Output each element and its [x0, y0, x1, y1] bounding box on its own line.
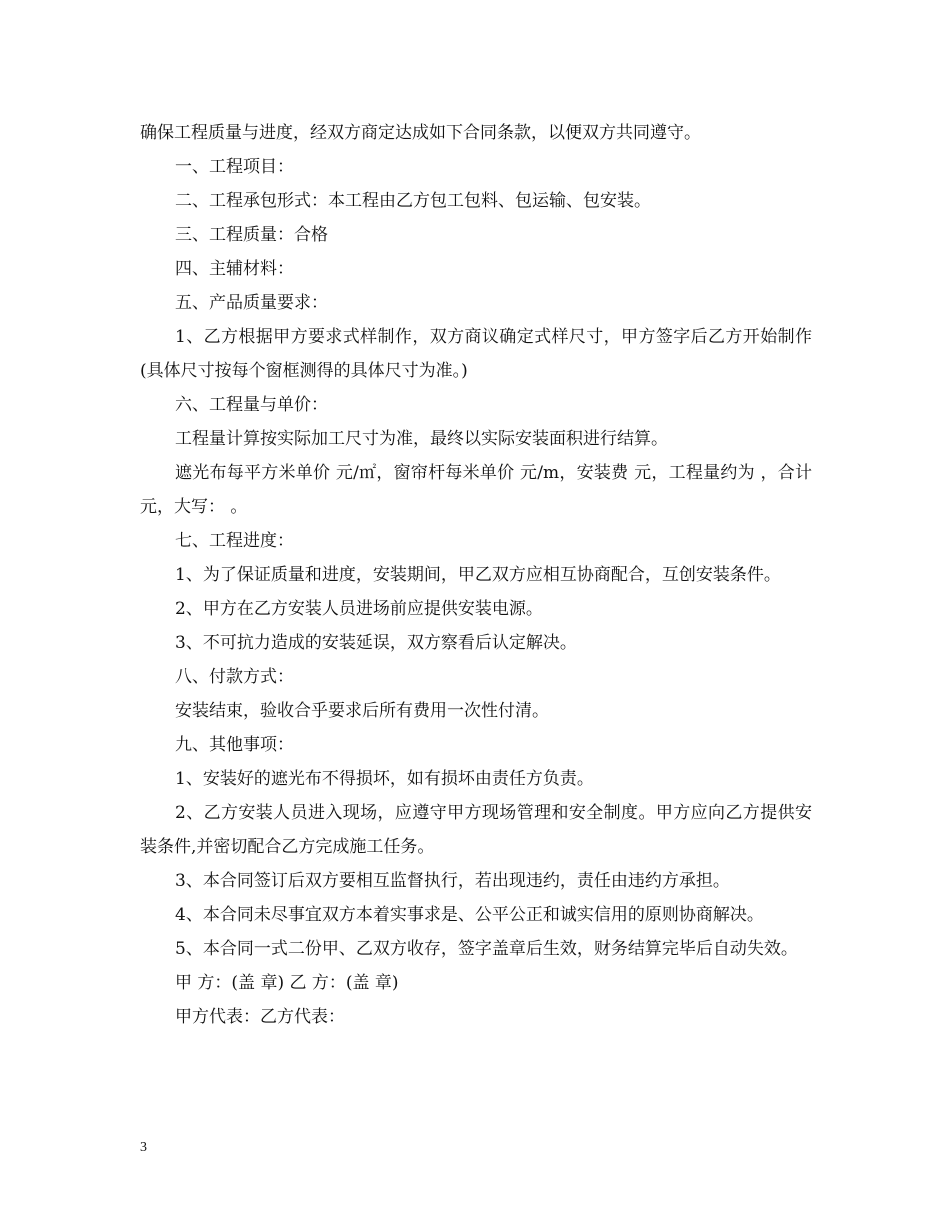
paragraph: 2、甲方在乙方安装人员进场前应提供安装电源。 [175, 599, 543, 619]
paragraph: 4、本合同未尽事宜双方本着实事求是、公平公正和诚实信用的原则协商解决。 [175, 905, 764, 925]
paragraph: 四、主辅材料： [175, 259, 294, 279]
paragraph: 甲 方：(盖 章) 乙 方：(盖 章) [175, 973, 399, 993]
paragraph: 确保工程质量与进度，经双方商定达成如下合同条款，以便双方共同遵守。 [140, 123, 701, 143]
document-body [140, 116, 812, 1034]
paragraph: 遮光布每平方米单价 元/㎡，窗帘杆每米单价 元/m，安装费 元，工程量约为 ，合计 元，大写： 。 [140, 463, 812, 517]
paragraph: 1、为了保证质量和进度，安装期间，甲乙双方应相互协商配合，互创安装条件。 [175, 565, 781, 585]
paragraph: 3、本合同签订后双方要相互监督执行，若出现违约，责任由违约方承担。 [175, 871, 730, 891]
paragraph: 3、不可抗力造成的安装延误，双方察看后认定解决。 [175, 633, 577, 653]
paragraph: 七、工程进度： [175, 531, 294, 551]
paragraph: 六、工程量与单价： [175, 395, 328, 415]
paragraph: 工程量计算按实际加工尺寸为准，最终以实际安装面积进行结算。 [175, 429, 668, 449]
paragraph: 1、安装好的遮光布不得损坏，如有损坏由责任方负责。 [175, 769, 594, 789]
paragraph: 1、乙方根据甲方要求式样制作，双方商议确定式样尺寸，甲方签字后乙方开始制作(具体尺寸按每个窗框测得的具体尺寸为准。) [140, 327, 812, 381]
paragraph: 5、本合同一式二份甲、乙双方收存，签字盖章后生效，财务结算完毕后自动失效。 [175, 939, 798, 959]
paragraph: 甲方代表：乙方代表： [175, 1007, 345, 1027]
paragraph: 2、乙方安装人员进入现场，应遵守甲方现场管理和安全制度。甲方应向乙方提供安装条件,并密切配合乙方完成施工任务。 [140, 803, 812, 857]
paragraph: 八、付款方式： [175, 667, 294, 687]
page-number: 3 [140, 1140, 147, 1155]
paragraph: 九、其他事项： [175, 735, 294, 755]
paragraph: 三、工程质量：合格 [175, 225, 328, 245]
paragraph: 安装结束，验收合乎要求后所有费用一次性付清。 [175, 701, 549, 721]
paragraph: 一、工程项目： [175, 157, 294, 177]
paragraph: 二、工程承包形式：本工程由乙方包工包料、包运输、包安装。 [175, 191, 651, 211]
paragraph: 五、产品质量要求： [175, 293, 328, 313]
